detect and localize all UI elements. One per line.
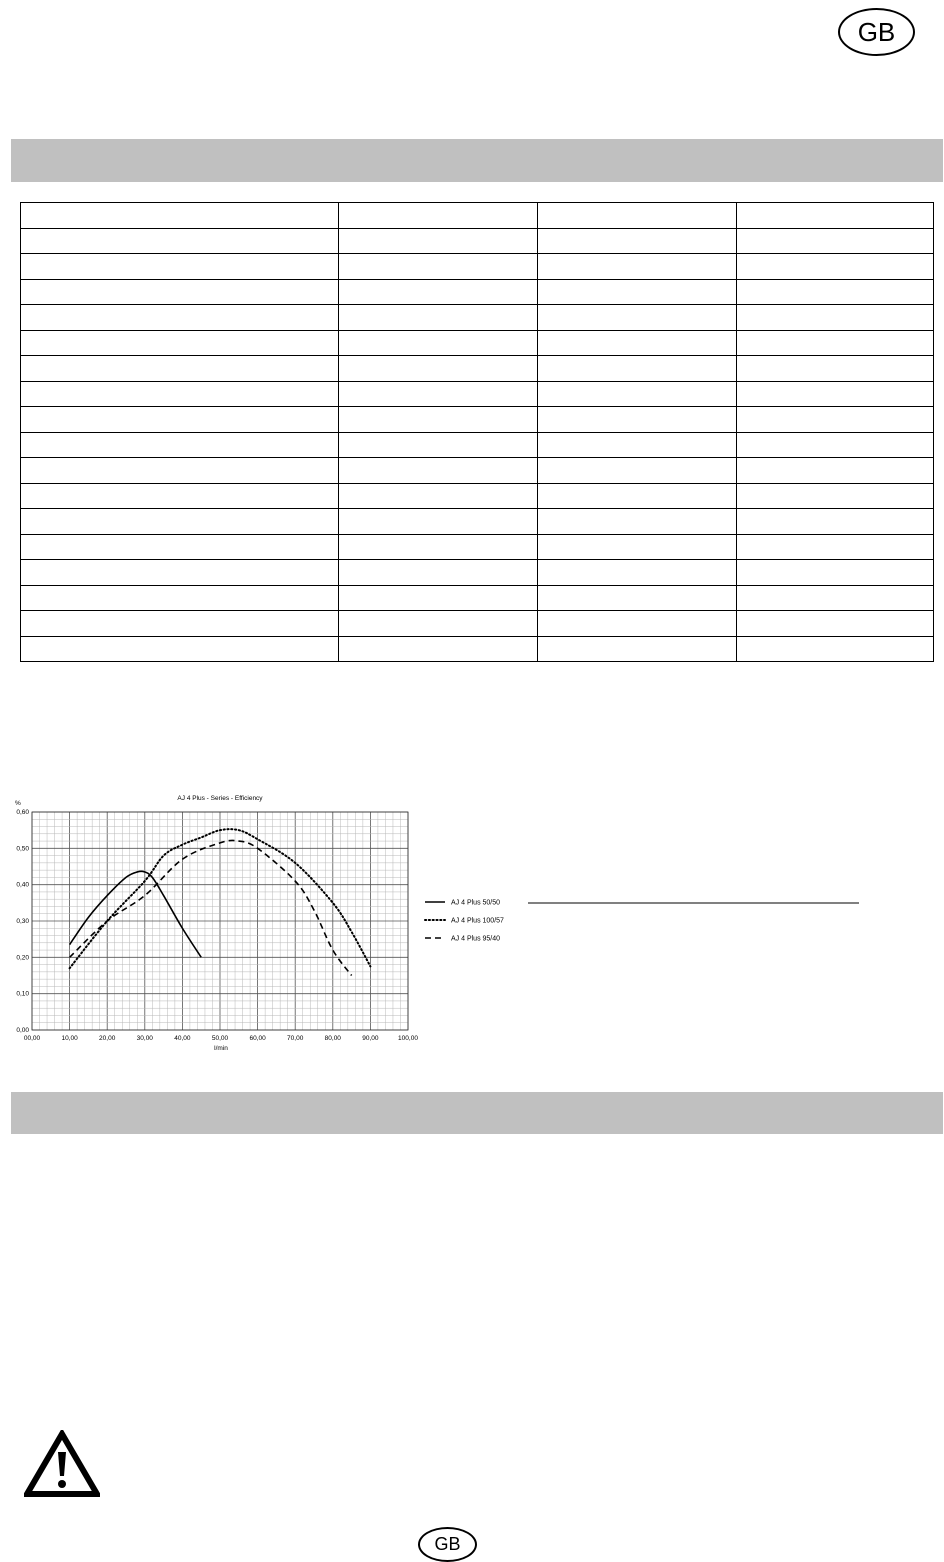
gb-language-badge: GB: [418, 1527, 477, 1562]
table-row: [21, 636, 934, 662]
table-cell: [737, 254, 934, 280]
table-cell: [538, 356, 737, 382]
table-row: [21, 432, 934, 458]
x-tick-label: 20,00: [99, 1035, 116, 1042]
table-cell: [737, 483, 934, 509]
y-tick-label: 0,40: [16, 881, 29, 889]
table-row: [21, 611, 934, 637]
table-cell: [339, 636, 538, 662]
table-cell: [21, 356, 339, 382]
table-cell: [538, 305, 737, 331]
table-cell: [21, 330, 339, 356]
table-cell: [339, 305, 538, 331]
table-cell: [21, 228, 339, 254]
table-cell: [21, 381, 339, 407]
table-cell: [339, 585, 538, 611]
x-tick-label: 00,00: [23, 1035, 41, 1042]
table-cell: [538, 483, 737, 509]
table-cell: [339, 330, 538, 356]
table-cell: [21, 203, 339, 229]
table-cell: [737, 203, 934, 229]
table-row: [21, 228, 934, 254]
table-cell: [538, 534, 737, 560]
table-cell: [339, 483, 538, 509]
table-cell: [21, 432, 339, 458]
table-cell: [21, 254, 339, 280]
table-cell: [737, 432, 934, 458]
table-cell: [21, 585, 339, 611]
x-tick-label: 30,00: [136, 1035, 153, 1042]
table-cell: [737, 585, 934, 611]
table-cell: [339, 407, 538, 433]
y-tick-label: 0,10: [16, 990, 29, 998]
table-cell: [737, 407, 934, 433]
table-cell: [737, 228, 934, 254]
x-tick-label: 80,00: [324, 1035, 341, 1042]
table-row: [21, 560, 934, 586]
table-cell: [538, 560, 737, 586]
table-cell: [21, 305, 339, 331]
y-tick-label: 0,00: [16, 1027, 29, 1034]
specification-table: [20, 202, 934, 662]
table-cell: [538, 330, 737, 356]
table-cell: [737, 381, 934, 407]
table-cell: [737, 356, 934, 382]
table-cell: [339, 560, 538, 586]
table-cell: [538, 381, 737, 407]
table-cell: [339, 228, 538, 254]
x-tick-label: 90,00: [362, 1035, 379, 1042]
table-cell: [21, 534, 339, 560]
x-tick-label: 40,00: [174, 1035, 191, 1042]
table-cell: [737, 279, 934, 305]
x-tick-label: 10,00: [61, 1035, 78, 1042]
x-tick-label: 50,00: [211, 1035, 229, 1042]
table-cell: [737, 534, 934, 560]
table-cell: [339, 356, 538, 382]
table-row: [21, 203, 934, 229]
table-row: [21, 381, 934, 407]
table-cell: [21, 483, 339, 509]
table-cell: [339, 432, 538, 458]
table-cell: [538, 611, 737, 637]
table-row: [21, 356, 934, 382]
x-axis-label: l/min: [214, 1045, 228, 1052]
legend-label: AJ 4 Plus 95/40: [451, 935, 501, 943]
table-cell: [339, 509, 538, 535]
table-cell: [737, 560, 934, 586]
y-axis-label: %: [15, 800, 21, 807]
table-cell: [339, 611, 538, 637]
table-cell: [538, 228, 737, 254]
efficiency-chart: [0, 780, 944, 1070]
table-cell: [21, 407, 339, 433]
table-cell: [538, 407, 737, 433]
table-cell: [21, 636, 339, 662]
table-cell: [339, 458, 538, 484]
table-cell: [21, 509, 339, 535]
legend-label: AJ 4 Plus 100/57: [451, 917, 504, 925]
table-cell: [339, 279, 538, 305]
table-cell: [538, 203, 737, 229]
table-row: [21, 330, 934, 356]
table-cell: [21, 560, 339, 586]
table-cell: [21, 611, 339, 637]
table-cell: [737, 611, 934, 637]
table-cell: [538, 279, 737, 305]
y-tick-label: 0,30: [16, 918, 29, 925]
x-tick-label: 60,00: [249, 1035, 266, 1042]
table-row: [21, 483, 934, 509]
table-cell: [339, 203, 538, 229]
table-cell: [21, 279, 339, 305]
table-cell: [339, 381, 538, 407]
y-tick-label: 0,60: [16, 809, 29, 816]
y-tick-label: 0,50: [16, 845, 29, 853]
section-header-bar: [11, 139, 943, 182]
table-row: [21, 509, 934, 535]
table-row: [21, 279, 934, 305]
y-tick-label: 0,20: [16, 954, 29, 962]
table-cell: [538, 254, 737, 280]
table-cell: [538, 458, 737, 484]
warning-triangle-icon: [24, 1430, 100, 1498]
table-cell: [737, 458, 934, 484]
table-cell: [339, 534, 538, 560]
table-cell: [339, 254, 538, 280]
efficiency-chart-svg: [0, 780, 944, 1070]
table-cell: [538, 585, 737, 611]
table-cell: [737, 509, 934, 535]
table-row: [21, 585, 934, 611]
table-cell: [737, 305, 934, 331]
table-cell: [737, 636, 934, 662]
table-row: [21, 254, 934, 280]
series-line: [70, 840, 352, 975]
x-tick-label: 70,00: [287, 1035, 304, 1042]
x-tick-label: 100,00: [398, 1035, 418, 1042]
table-cell: [538, 636, 737, 662]
table-row: [21, 458, 934, 484]
table-row: [21, 305, 934, 331]
legend-label: AJ 4 Plus 50/50: [451, 899, 501, 907]
chart-title: AJ 4 Plus - Series - Efficiency: [177, 795, 263, 802]
table-row: [21, 407, 934, 433]
table-cell: [737, 330, 934, 356]
table-cell: [538, 432, 737, 458]
table-cell: [21, 458, 339, 484]
table-cell: [538, 509, 737, 535]
gb-language-badge: GB: [838, 8, 915, 56]
section-header-bar: [11, 1092, 943, 1134]
table-row: [21, 534, 934, 560]
